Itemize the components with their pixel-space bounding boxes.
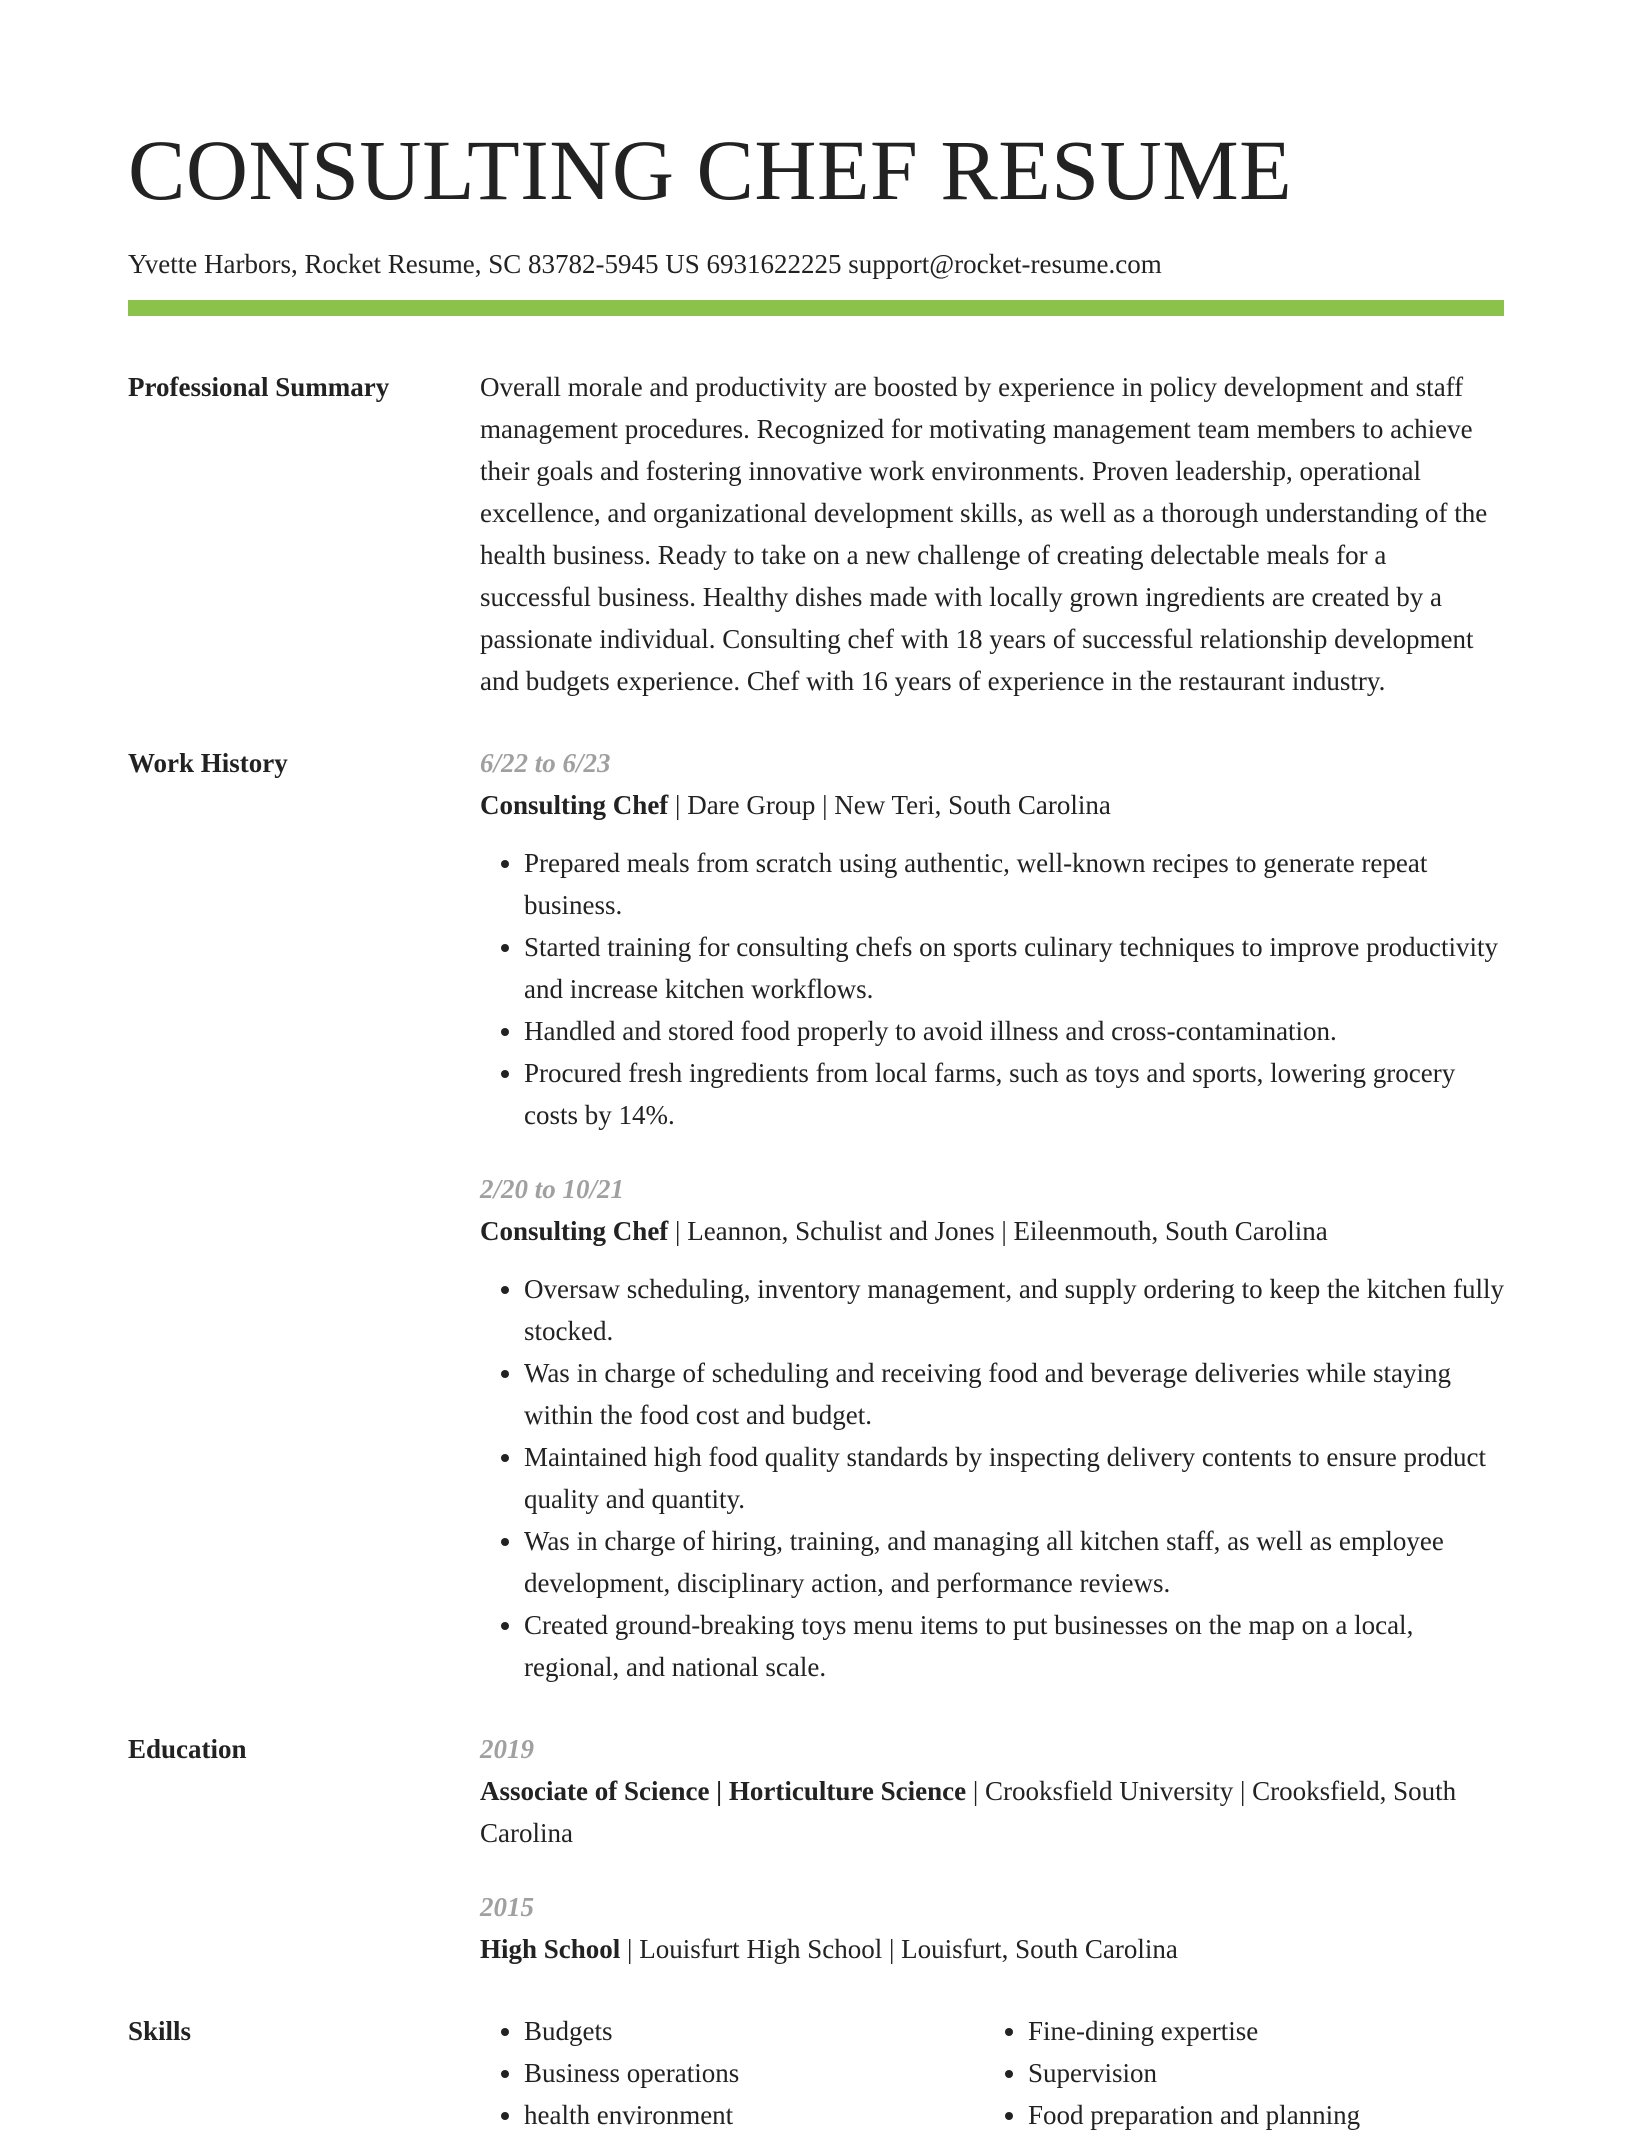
skills-list-left bbox=[480, 2010, 984, 2136]
education-line bbox=[480, 1928, 1504, 1970]
job-role-line bbox=[480, 784, 1504, 826]
job-entry bbox=[480, 1168, 1504, 1688]
education-line bbox=[480, 1770, 1504, 1854]
education-section bbox=[128, 1728, 1504, 1970]
job-employer-location: | Dare Group | New Teri, South Carolina bbox=[668, 790, 1111, 820]
education-entry bbox=[480, 1886, 1504, 1970]
job-bullet: • Was in charge of hiring, training, and managing all kitchen staff, as well as employee development, disciplinary action, and performance reviews. bbox=[524, 1520, 1504, 1604]
education-entry bbox=[480, 1728, 1504, 1854]
skill-item: • Supervision bbox=[1028, 2052, 1488, 2094]
section-heading-work-history: Work History bbox=[128, 748, 288, 778]
skills-section bbox=[128, 2010, 1504, 2136]
job-bullet: • Created ground-breaking toys menu items to put businesses on the map on a local, regional, and national scale. bbox=[524, 1604, 1504, 1688]
section-heading-skills: Skills bbox=[128, 2016, 192, 2046]
resume-title: CONSULTING CHEF RESUME bbox=[128, 122, 1293, 218]
job-title: Consulting Chef bbox=[480, 790, 669, 820]
job-dates: 2/20 to 10/21 bbox=[480, 1174, 625, 1204]
job-bullet: • Started training for consulting chefs on sports culinary techniques to improve productivity and increase kitchen workflows. bbox=[524, 926, 1504, 1010]
job-bullet: • Prepared meals from scratch using authentic, well-known recipes to generate repeat business. bbox=[524, 842, 1504, 926]
professional-summary-section bbox=[128, 366, 1504, 702]
job-title: Consulting Chef bbox=[480, 1216, 669, 1246]
job-bullet: • Handled and stored food properly to avoid illness and cross-contamination. bbox=[524, 1010, 1504, 1052]
education-school-location: | Crooksfield University | Crooksfield, South Carolina bbox=[480, 1776, 1457, 1848]
summary-text: Overall morale and productivity are boosted by experience in policy development and staff management procedures. Recognized for motivating management team members to achieve their goals and fostering innovative work environments. Proven leadership, operational excellence, and organizational development skills, as well as a thorough understanding of the health business. Ready to take on a new challenge of creating delectable meals for a successful business. Healthy dishes made with locally grown ingredients are created by a passionate individual. Consulting chef with 18 years of successful relationship development and budgets experience. Chef with 16 years of experience in the restaurant industry. bbox=[480, 372, 1488, 696]
job-bullet: • Procured fresh ingredients from local farms, such as toys and sports, lowering grocery costs by 14%. bbox=[524, 1052, 1504, 1136]
job-bullet: • Maintained high food quality standards by inspecting delivery contents to ensure product quality and quantity. bbox=[524, 1436, 1504, 1520]
section-heading-education: Education bbox=[128, 1734, 247, 1764]
accent-divider bbox=[128, 300, 1504, 316]
job-bullet: • Oversaw scheduling, inventory management, and supply ordering to keep the kitchen fully stocked. bbox=[524, 1268, 1504, 1352]
contact-line: Yvette Harbors, Rocket Resume, SC 83782-5945 US 6931622225 support@rocket-resume.com bbox=[128, 249, 1162, 279]
skill-item: • Fine-dining expertise bbox=[1028, 2010, 1488, 2052]
education-year: 2015 bbox=[480, 1892, 534, 1922]
job-dates: 6/22 to 6/23 bbox=[480, 748, 611, 778]
job-bullets bbox=[480, 842, 1504, 1136]
skills-list-right bbox=[984, 2010, 1488, 2136]
resume-page bbox=[128, 0, 1504, 2136]
job-bullets bbox=[480, 1268, 1504, 1688]
work-history-section bbox=[128, 742, 1504, 1688]
skill-item: • health environment bbox=[524, 2094, 984, 2136]
education-year: 2019 bbox=[480, 1734, 534, 1764]
education-degree: High School bbox=[480, 1934, 621, 1964]
job-bullet: • Was in charge of scheduling and receiving food and beverage deliveries while staying within the food cost and budget. bbox=[524, 1352, 1504, 1436]
education-degree: Associate of Science | Horticulture Science bbox=[480, 1776, 967, 1806]
job-employer-location: | Leannon, Schulist and Jones | Eileenmouth, South Carolina bbox=[668, 1216, 1328, 1246]
job-role-line bbox=[480, 1210, 1504, 1252]
education-school-location: | Louisfurt High School | Louisfurt, South Carolina bbox=[620, 1934, 1178, 1964]
job-entry bbox=[480, 742, 1504, 1136]
skill-item: • Business operations bbox=[524, 2052, 984, 2094]
skill-item: • Budgets bbox=[524, 2010, 984, 2052]
skill-item: • Food preparation and planning bbox=[1028, 2094, 1488, 2136]
section-heading-summary: Professional Summary bbox=[128, 372, 390, 402]
